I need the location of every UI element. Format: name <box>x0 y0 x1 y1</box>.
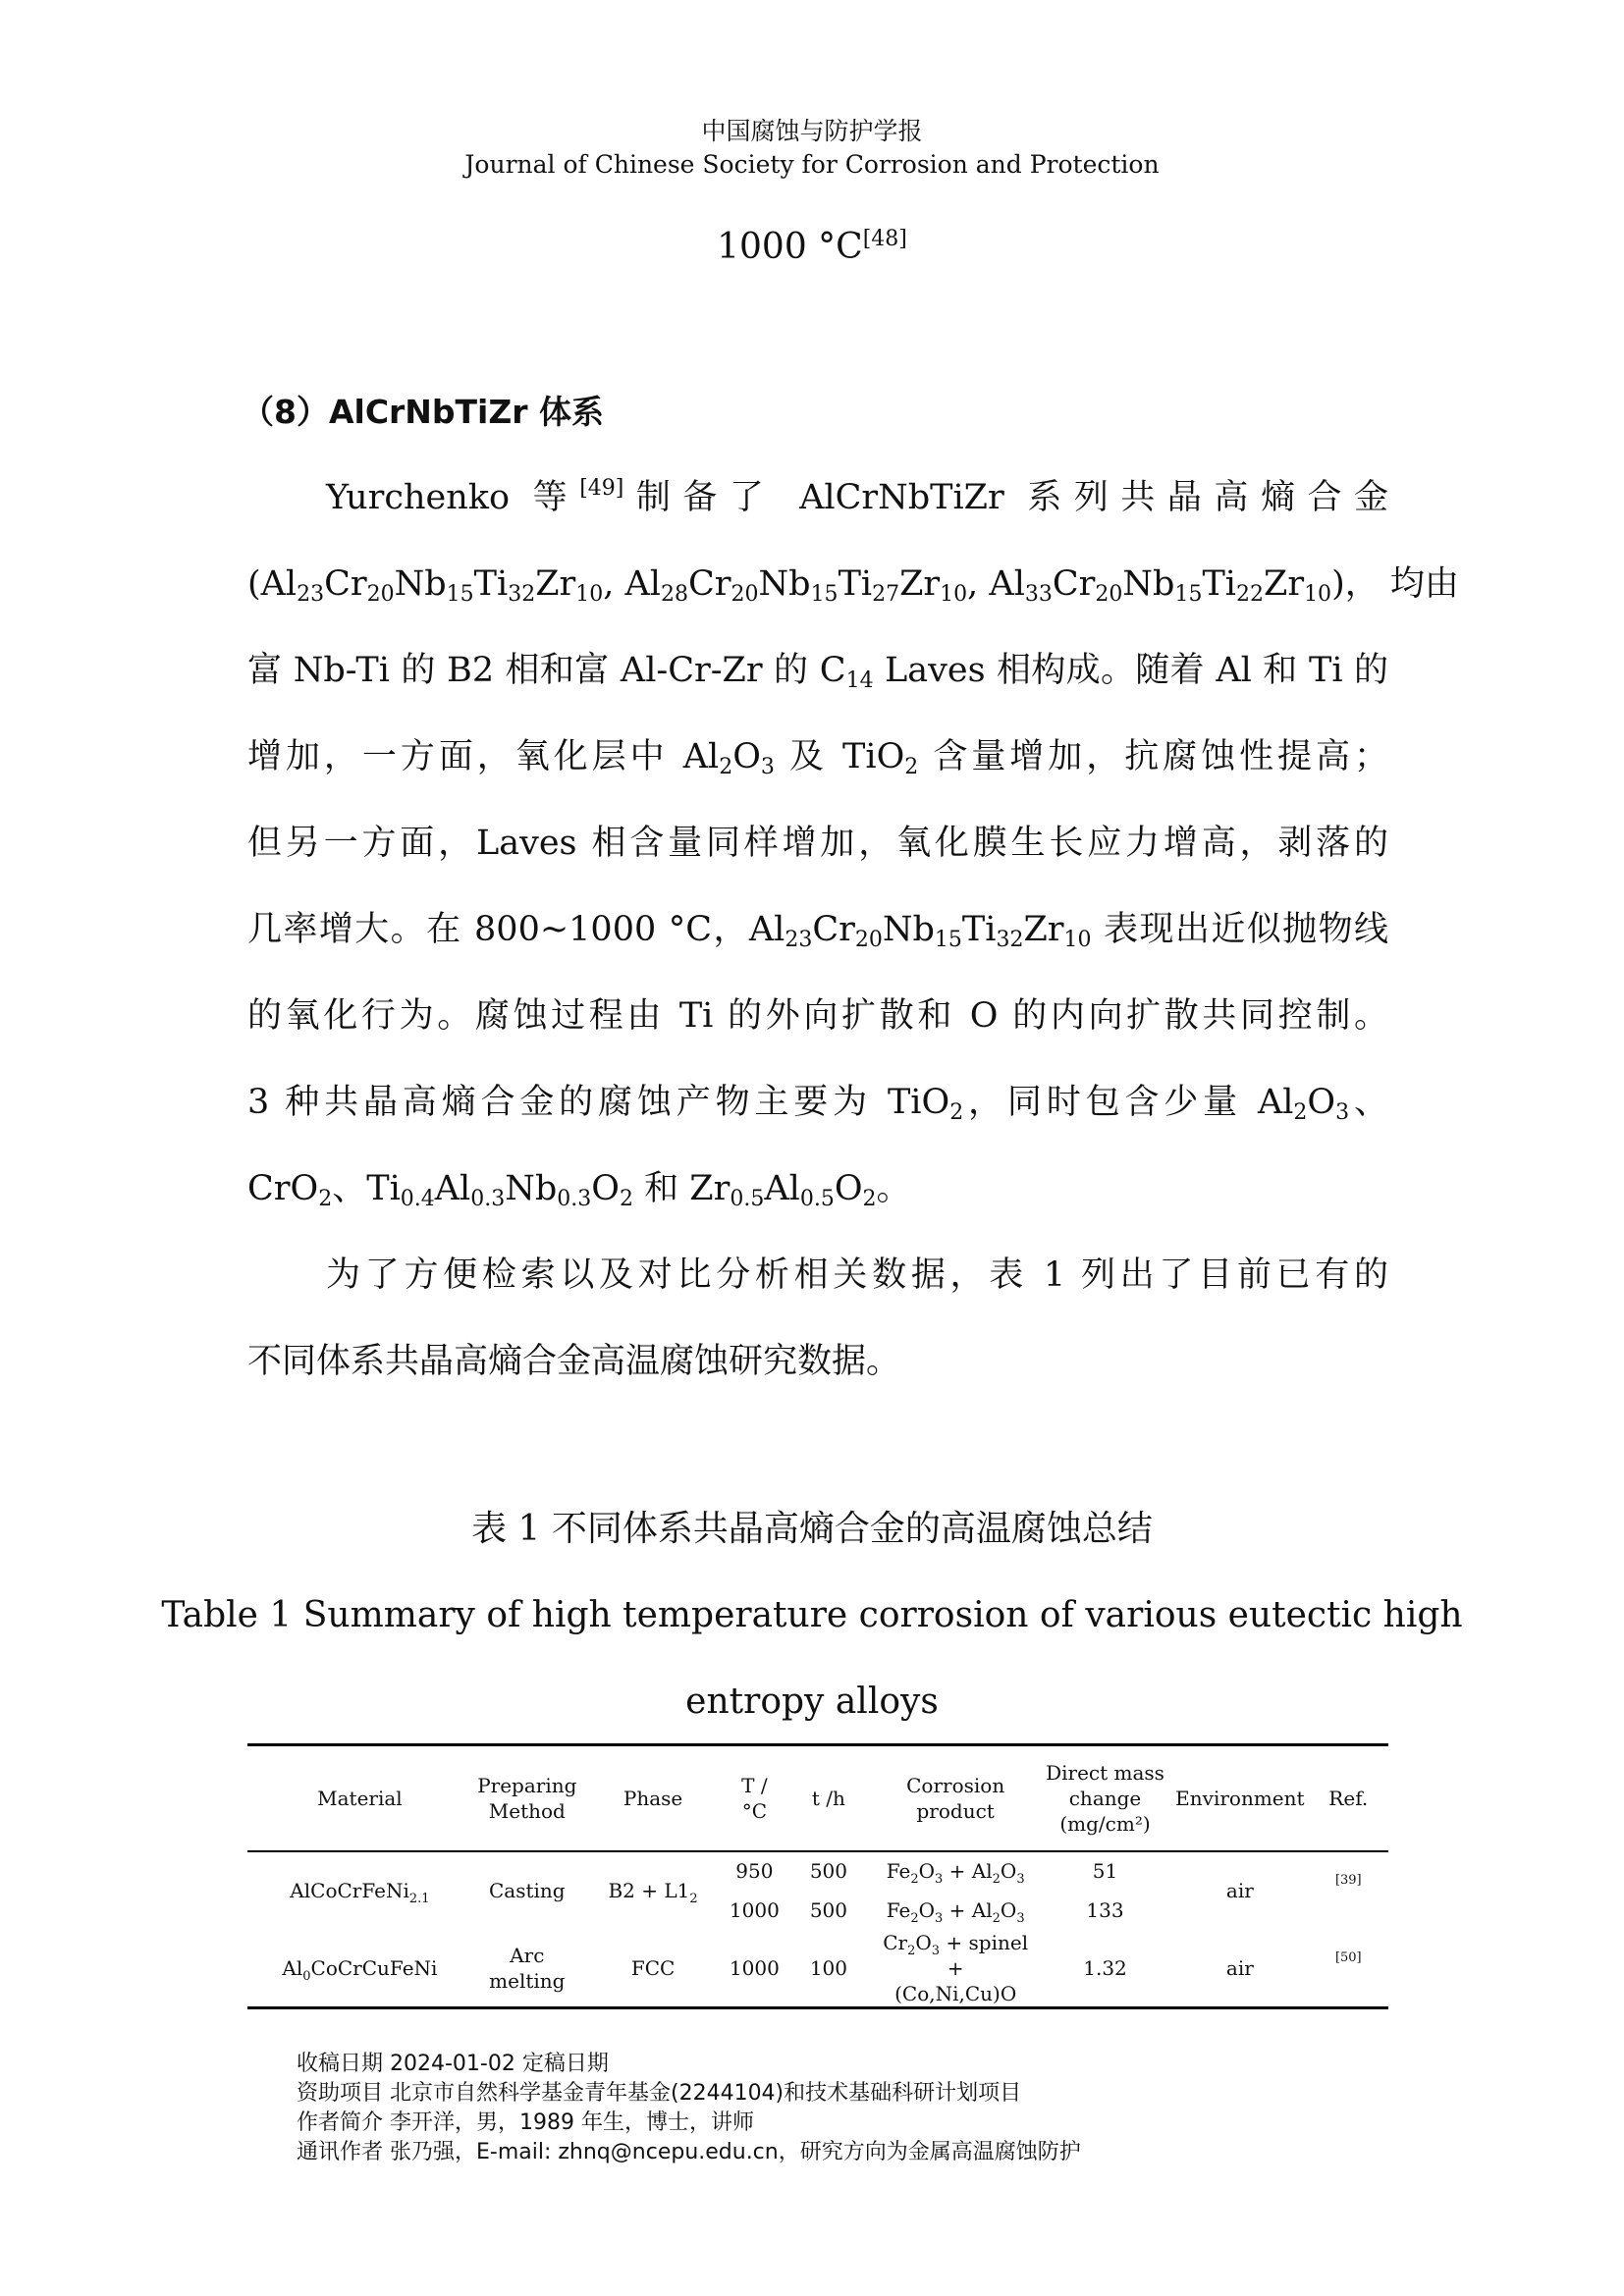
cell-environment: air <box>1225 1955 1254 1980</box>
cell-product: $Cr_2O_3$ + spinel + (Co,Ni,Cu)O <box>883 1930 1029 2005</box>
cell-method: Casting <box>489 1879 566 1902</box>
header-ref: Ref. <box>1309 1745 1388 1851</box>
text-line: 3 种共晶高熵合金的腐蚀产物主要为 TiO$_2$，同时包含少量 $Al_2O_3$、 <box>247 1083 1388 1125</box>
summary-table <box>247 1743 1388 2009</box>
text-line: 的氧化行为。腐蚀过程由 Ti 的外向扩散和 O 的内向扩散共同控制。 <box>247 996 1388 1036</box>
header-product: Corrosion product <box>873 1745 1039 1851</box>
cell-environment: air <box>1225 1879 1254 1902</box>
cell-phase: $B2 + L1_2$ <box>608 1879 698 1906</box>
cell-ref: [50] <box>1334 1949 1362 1965</box>
header-method: Preparing Method <box>472 1745 582 1851</box>
text-line: 为了方便检索以及对比分析相关数据，表 1 列出了目前已有的 <box>326 1255 1388 1295</box>
cell-product: $Fe_2O_3 + Al_2O_3$ <box>886 1897 1025 1926</box>
cell-temperature: 1000 <box>729 1897 780 1922</box>
text-line: 富 Nb-Ti 的 B2 相和富 Al-Cr-Zr 的 $C_{14}$ Laves 相构成。随着 Al 和 Ti 的 <box>247 651 1388 693</box>
cell-material: AlCoCrFeNi$_{2.1}$ <box>290 1879 430 1906</box>
journal-title-en: Journal of Chinese Society for Corrosion and Protection <box>464 150 1160 179</box>
footnote-received: 收稿日期 2024-01-02 定稿日期 <box>297 2052 609 2076</box>
citation: [48] <box>862 227 907 251</box>
footnote-corresponding: 通讯作者 张乃强，E-mail: zhnq@ncepu.edu.cn，研究方向为金属高温腐蚀防护 <box>297 2140 1081 2164</box>
header-environment: Environment <box>1171 1745 1308 1851</box>
header-mass-change: Direct mass change (mg/cm²) <box>1039 1745 1171 1851</box>
text-line: CrO$_2$、$Ti_{0.4}Al_{0.3}Nb_{0.3}O_2$ 和 $Zr_{0.5}Al_{0.5}O_2$。 <box>247 1169 911 1211</box>
text-line: 不同体系共晶高熵合金高温腐蚀研究数据。 <box>247 1342 901 1381</box>
header-time: t /h <box>785 1745 872 1851</box>
cell-ref: [39] <box>1334 1873 1362 1888</box>
table-caption-en: Table 1 Summary of high temperature corrosion of various eutectic high <box>161 1595 1463 1635</box>
text-line: Yurchenko 等[49]制备了 AlCrNbTiZr 系列共晶高熵合金 <box>326 476 1388 517</box>
citation: [49] <box>579 476 624 501</box>
cell-material: $Al_0CoCrCuFeNi$ <box>282 1955 438 1984</box>
header-temperature: T / °C <box>724 1745 785 1851</box>
cell-temperature: 1000 <box>729 1955 780 1980</box>
footnote-funding: 资助项目 北京市自然科学基金青年基金(2244104)和技术基础科研计划项目 <box>297 2081 1022 2106</box>
header-phase: Phase <box>582 1745 725 1851</box>
text-line: 几率增大。在 800~1000 °C，$Al_{23}Cr_{20}Nb_{15}Ti_{32}Zr_{10}$ 表现出近似抛物线 <box>247 910 1388 952</box>
table-caption-en: entropy alloys <box>685 1682 939 1722</box>
footnote-author: 作者简介 李开洋，男，1989 年生，博士，讲师 <box>297 2110 754 2135</box>
text-line: ($Al_{23}Cr_{20}Nb_{15}Ti_{32}Zr_{10}$, $Al_{28}Cr_{20}Nb_{15}Ti_{27}Zr_{10}$, $Al_{33}Cr_{20}Nb_{15}Ti_{22}Zr_{10}$)， 均由 <box>247 564 1459 607</box>
text-line: 增加，一方面，氧化层中 $Al_2O_3$ 及 TiO$_2$ 含量增加，抗腐蚀性提高； <box>247 737 1388 779</box>
text-line: 但另一方面，Laves 相含量同样增加，氧化膜生长应力增高，剥落的 <box>247 824 1388 863</box>
table-header-row <box>247 1745 1388 1851</box>
table-row <box>247 1930 1388 2008</box>
cell-mass-change: 51 <box>1092 1859 1118 1883</box>
cell-product: $Fe_2O_3 + Al_2O_3$ <box>886 1859 1025 1887</box>
cell-time: 500 <box>809 1897 847 1922</box>
journal-title-cn: 中国腐蚀与防护学报 <box>701 117 923 145</box>
cell-method: Arc melting <box>489 1943 566 1993</box>
section-heading: （8）AlCrNbTiZr 体系 <box>242 393 605 431</box>
cell-mass-change: 133 <box>1086 1897 1124 1922</box>
continued-text: 1000 °C[48] <box>717 227 907 267</box>
table-caption-cn: 表 1 不同体系共晶高熵合金的高温腐蚀总结 <box>471 1509 1153 1549</box>
cell-time: 100 <box>809 1955 847 1980</box>
cell-phase: FCC <box>630 1955 676 1980</box>
cell-time: 500 <box>809 1859 847 1883</box>
cell-temperature: 950 <box>735 1859 774 1883</box>
cell-mass-change: 1.32 <box>1083 1955 1127 1980</box>
table-row <box>247 1851 1388 1891</box>
header-material: Material <box>247 1745 472 1851</box>
